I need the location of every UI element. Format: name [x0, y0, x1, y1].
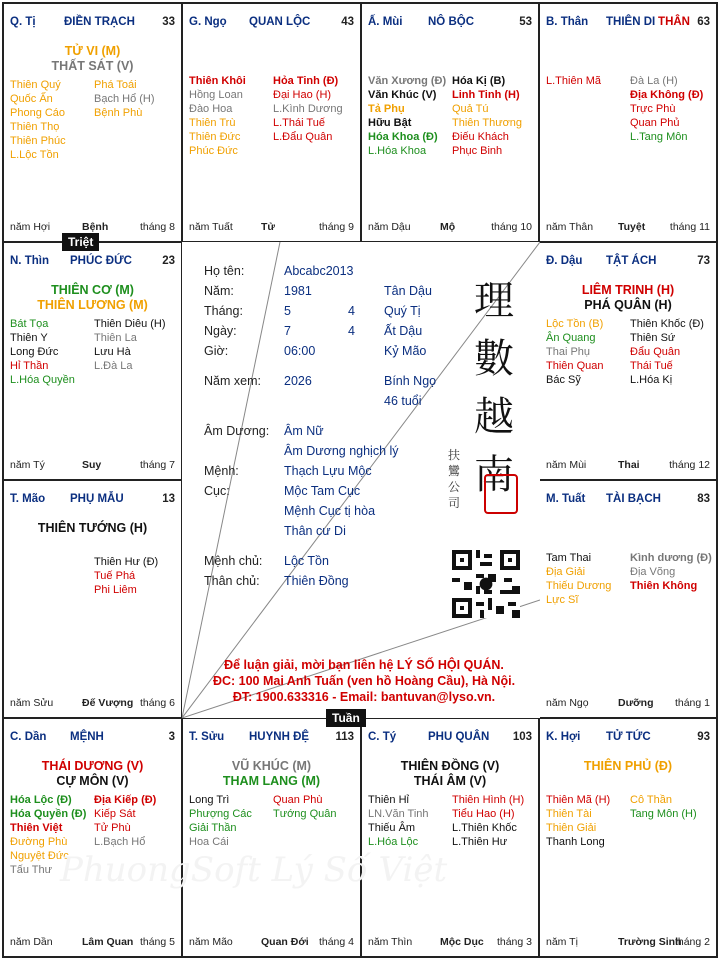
minor-star: Tử Phù — [94, 822, 131, 834]
palace-header — [368, 731, 532, 745]
palace-position: M. Tuất — [546, 493, 586, 505]
main-stars — [4, 283, 181, 313]
minor-star: Hóa Lộc (Đ) — [10, 794, 72, 806]
footer-year: năm Sửu — [10, 697, 54, 709]
nam-xem-value: 2026 — [284, 374, 312, 388]
palace-header — [546, 16, 710, 30]
palace-name: PHÚC ĐỨC — [70, 255, 132, 267]
palace-footer — [10, 696, 175, 709]
main-star: THIÊN ĐỒNG (V) — [400, 759, 500, 773]
nam-can-chi: Tân Dậu — [384, 284, 432, 298]
palace-position: T. Mão — [10, 493, 46, 505]
main-stars — [540, 759, 716, 774]
menh-chu-label: Mệnh chủ: — [204, 554, 263, 568]
minor-star: Thiên Sứ — [630, 332, 676, 344]
minor-star: Lưu Hà — [94, 346, 131, 358]
minor-star: LN.Văn Tinh — [368, 808, 429, 820]
palace-cell — [2, 479, 183, 719]
palace-name: NÔ BỘC — [428, 16, 474, 28]
palace-header — [10, 16, 175, 30]
minor-star: L.Hóa Lộc — [368, 836, 419, 848]
minor-star: Hồng Loan — [189, 89, 243, 101]
minor-star: Kiếp Sát — [94, 808, 136, 820]
palace-header — [546, 255, 710, 269]
minor-star: Kình dương (Đ) — [630, 552, 712, 564]
main-star: CỰ MÔN (V) — [56, 774, 129, 788]
than-cu-value: Thân cư Di — [284, 524, 346, 538]
minor-star: Trực Phù — [630, 103, 676, 115]
palace-name: ĐIỀN TRẠCH — [64, 16, 135, 28]
minor-star: L.Kình Dương — [273, 103, 343, 115]
minor-star: Địa Giải — [546, 566, 586, 578]
minor-star: Phi Liêm — [94, 584, 137, 596]
palace-name: TỬ TỨC — [606, 731, 651, 743]
palace-cell — [538, 241, 718, 481]
minor-star: Ân Quang — [546, 332, 596, 344]
minor-star: Thiên Quan — [546, 360, 604, 372]
palace-position: K. Hợi — [546, 731, 581, 743]
palace-footer — [546, 696, 710, 709]
minor-star: Nguyệt Đức — [10, 850, 69, 862]
minor-star: Đà La (H) — [630, 75, 678, 87]
contact-line-2: ĐC: 100 Mai Anh Tuấn (ven hồ Hoàng Cầu), Hà Nội. — [212, 674, 516, 688]
footer-stage: Tuyệt — [618, 221, 646, 233]
footer-year: năm Mùi — [546, 459, 587, 471]
ngay-can-chi: Ất Dậu — [384, 324, 423, 338]
minor-stars-right — [273, 74, 343, 144]
palace-position: C. Dần — [10, 731, 47, 743]
palace-cell — [538, 2, 718, 243]
minor-star: L.Hóa Kị — [630, 374, 673, 386]
minor-star: Tuế Phá — [94, 570, 136, 582]
minor-stars-left — [10, 78, 66, 162]
minor-stars-right — [630, 74, 703, 144]
nam-xem-label: Năm xem: — [204, 374, 261, 388]
footer-stage: Đế Vượng — [82, 697, 134, 709]
calligraphy-text — [464, 272, 524, 504]
minor-star: L.Bạch Hổ — [94, 836, 146, 848]
minor-stars-left — [546, 793, 610, 849]
than-chu-label: Thân chủ: — [204, 574, 260, 588]
minor-stars-left — [546, 551, 611, 607]
minor-star: Đẩu Quân — [630, 346, 681, 358]
footer-year: năm Tị — [546, 936, 578, 948]
palace-footer — [189, 935, 354, 948]
minor-stars-right — [630, 793, 697, 821]
minor-star: Thiếu Âm — [368, 822, 416, 834]
minor-star: Hóa Quyền (Đ) — [10, 808, 87, 820]
palace-footer — [10, 220, 175, 233]
minor-star: Văn Xương (Đ) — [368, 75, 447, 87]
palace-number: 53 — [519, 16, 532, 28]
minor-star: Quả Tú — [452, 103, 489, 115]
minor-stars-right — [630, 317, 704, 387]
footer-month: tháng 4 — [318, 936, 354, 948]
palace-name: TẬT ÁCH — [606, 255, 657, 267]
minor-star: Thiên Thương — [452, 117, 523, 129]
minor-star: Hỏa Tinh (Đ) — [273, 75, 339, 87]
palace-position: G. Ngọ — [189, 16, 227, 28]
footer-month: tháng 12 — [669, 459, 710, 471]
minor-star: Điếu Khách — [452, 131, 509, 143]
calligraphy-char: 理 — [474, 278, 514, 324]
palace-name: PHỤ MẪU — [70, 493, 124, 505]
minor-star: Thai Phụ — [546, 346, 591, 358]
minor-star: Thiên La — [94, 332, 137, 344]
calligraphy-char: 南 — [474, 452, 514, 498]
main-star: THAM LANG (M) — [222, 774, 321, 788]
minor-star: Đào Hoa — [189, 103, 233, 115]
gio-can-chi: Kỷ Mão — [384, 344, 427, 358]
main-stars — [540, 283, 716, 313]
minor-stars-left — [546, 74, 601, 88]
palace-footer — [546, 220, 710, 233]
minor-star: L.Hóa Quyền — [10, 374, 75, 386]
main-star: THIÊN PHỦ (Đ) — [583, 759, 673, 773]
minor-star: Hoa Cái — [189, 836, 229, 848]
watermark: PhuongSoft Lý Số Việt — [60, 850, 448, 890]
minor-stars-right — [94, 555, 158, 597]
minor-star: Tang Môn (H) — [630, 808, 697, 820]
thang-am-value: 4 — [348, 304, 355, 318]
main-star: THIÊN TƯỚNG (H) — [37, 521, 148, 535]
thang-value: 5 — [284, 304, 291, 318]
minor-star: Thiên Đức — [189, 131, 241, 143]
palace-number: 33 — [162, 16, 175, 28]
minor-star: Địa Võng — [630, 566, 676, 578]
minor-star: Bệnh Phù — [94, 107, 143, 119]
minor-star: Thiên Khốc (Đ) — [630, 318, 704, 330]
minor-stars-left — [546, 317, 603, 387]
minor-star: Thiên Không — [630, 580, 698, 592]
minor-star: Lộc Tồn (B) — [546, 318, 604, 330]
minor-stars-right — [94, 317, 166, 373]
palace-cell — [181, 717, 362, 958]
minor-star: Long Đức — [10, 346, 59, 358]
footer-year: năm Thân — [546, 221, 594, 233]
minor-star: L.Lộc Tồn — [10, 149, 59, 161]
palace-position: Đ. Dậu — [546, 255, 583, 267]
palace-header — [546, 731, 710, 745]
footer-stage: Mộ — [440, 221, 456, 233]
footer-month: tháng 8 — [139, 221, 175, 233]
main-star: THÁI ÂM (V) — [413, 774, 487, 788]
minor-star: Phục Binh — [452, 145, 503, 157]
palace-cell — [360, 2, 540, 243]
main-stars — [4, 44, 181, 74]
minor-star: Giải Thần — [189, 822, 237, 834]
main-stars — [183, 759, 360, 789]
palace-footer — [368, 220, 532, 233]
ngay-value: 7 — [284, 324, 291, 338]
minor-star: Hỉ Thần — [10, 360, 49, 372]
cuc-label: Cục: — [204, 484, 230, 498]
palace-name: QUAN LỘC — [249, 16, 311, 28]
thang-label: Tháng: — [204, 304, 243, 318]
main-star: LIÊM TRINH (H) — [581, 283, 675, 297]
minor-star: Tướng Quân — [273, 808, 337, 820]
minor-stars-right — [452, 74, 522, 158]
thang-can-chi: Quý Tị — [384, 304, 421, 318]
nam-label: Năm: — [204, 284, 234, 298]
qr-code-icon — [452, 550, 520, 618]
main-star: THIÊN CƠ (M) — [51, 283, 134, 297]
palace-cell — [538, 717, 718, 958]
minor-star: Quốc Ấn — [10, 93, 53, 105]
minor-stars-right — [94, 793, 156, 849]
minor-star: Cô Thần — [630, 794, 672, 806]
minor-star: Văn Khúc (V) — [368, 89, 437, 101]
minor-star: Bạch Hổ (H) — [94, 93, 155, 105]
footer-month: tháng 9 — [318, 221, 354, 233]
minor-stars-right — [273, 793, 337, 821]
footer-stage: Lâm Quan — [82, 936, 134, 948]
palace-number: 23 — [162, 255, 175, 267]
minor-star: Đại Hao (H) — [273, 89, 332, 101]
minor-star: Quan Phù — [273, 794, 323, 806]
seal-text: 扶鸞公司 — [448, 448, 461, 510]
footer-stage: Tử — [261, 221, 276, 233]
gio-label: Giờ: — [204, 344, 229, 358]
contact-line-1: Để luận giải, mời bạn liên hệ LÝ SỐ HỘI QUÁN. — [224, 658, 504, 672]
palace-header — [189, 16, 354, 30]
footer-stage: Dưỡng — [618, 697, 654, 709]
footer-year: năm Dậu — [368, 221, 411, 233]
footer-year: năm Ngọ — [546, 697, 589, 709]
center-info-panel — [182, 242, 540, 718]
palace-header — [10, 493, 175, 507]
minor-star: Thiên Hư (Đ) — [94, 556, 159, 568]
footer-year: năm Tuất — [189, 221, 233, 233]
footer-month: tháng 2 — [674, 936, 710, 948]
footer-month: tháng 5 — [139, 936, 175, 948]
palace-name: HUYNH ĐỆ — [249, 731, 310, 743]
palace-header — [10, 731, 175, 745]
minor-star: L.Thiên Khốc — [452, 822, 517, 834]
minor-star: L.Thiên Mã — [546, 75, 602, 87]
footer-stage: Thai — [618, 459, 640, 471]
main-star: TỬ VI (M) — [64, 44, 121, 58]
palace-footer — [368, 935, 532, 948]
than-marker: THÂN — [658, 16, 690, 28]
minor-star: Thiên Quý — [10, 79, 61, 91]
footer-year: năm Dần — [10, 936, 53, 948]
minor-star: Thiên Y — [10, 332, 48, 344]
minor-star: Hóa Khoa (Đ) — [368, 131, 438, 143]
palace-number: 13 — [162, 493, 175, 505]
palace-number: 103 — [512, 731, 532, 743]
footer-stage: Suy — [82, 459, 102, 471]
contact-line-3: ĐT: 1900.633316 - Email: bantuvan@lyso.vn. — [232, 690, 496, 704]
nam-xem-can-chi: Bính Ngọ — [384, 374, 437, 388]
palace-name: MỆNH — [70, 731, 104, 743]
gio-value: 06:00 — [284, 344, 316, 358]
minor-star: Thanh Long — [546, 836, 605, 848]
am-duong-detail: Âm Dương nghịch lý — [284, 444, 399, 458]
main-stars — [4, 521, 181, 536]
palace-name: PHU QUÂN — [428, 731, 490, 743]
palace-cell — [2, 241, 183, 481]
palace-header — [10, 255, 175, 269]
palace-footer — [546, 458, 710, 471]
minor-star: Phượng Các — [189, 808, 252, 820]
palace-cell — [181, 2, 362, 243]
palace-number: 43 — [341, 16, 354, 28]
minor-star: Quan Phủ — [630, 117, 680, 129]
main-star: VŨ KHÚC (M) — [231, 759, 312, 773]
footer-stage: Mộc Dục — [440, 936, 484, 948]
minor-star: Tiểu Hao (H) — [452, 808, 515, 820]
footer-year: năm Thìn — [368, 936, 413, 948]
footer-month: tháng 6 — [139, 697, 175, 709]
minor-star: Bát Tọa — [10, 318, 49, 330]
palace-number: 3 — [168, 731, 175, 743]
footer-month: tháng 3 — [496, 936, 532, 948]
palace-position: N. Thìn — [10, 255, 49, 267]
minor-star: Địa Không (Đ) — [630, 89, 704, 101]
minor-star: Long Trì — [189, 794, 230, 806]
tuan-tag: Tuần — [326, 709, 366, 727]
than-chu-value: Thiên Đồng — [284, 574, 349, 588]
minor-star: Thiếu Dương — [546, 580, 612, 592]
footer-month: tháng 10 — [491, 221, 532, 233]
palace-number: 113 — [335, 731, 354, 743]
footer-year: năm Hợi — [10, 221, 51, 233]
minor-star: L.Đẩu Quân — [273, 131, 333, 143]
footer-month: tháng 1 — [674, 697, 710, 709]
minor-star: Thiên Tài — [546, 808, 592, 820]
ho-ten-value: Abcabc2013 — [284, 264, 354, 278]
main-star: THẤT SÁT (V) — [51, 59, 134, 73]
minor-star: Lực Sĩ — [546, 594, 579, 606]
minor-star: Phá Toái — [94, 79, 137, 91]
palace-footer — [546, 935, 710, 948]
minor-stars-left — [368, 793, 429, 849]
footer-year: năm Mão — [189, 936, 233, 948]
minor-star: Tam Thai — [546, 552, 592, 564]
minor-stars-right — [452, 793, 524, 849]
minor-stars-left — [189, 793, 252, 849]
palace-footer — [10, 458, 175, 471]
footer-month: tháng 7 — [139, 459, 175, 471]
calligraphy-char: 數 — [474, 336, 514, 382]
palace-number: 83 — [697, 493, 710, 505]
minor-star: Thiên Mã (H) — [546, 794, 611, 806]
palace-name: TÀI BẠCH — [606, 493, 661, 505]
footer-month: tháng 11 — [669, 221, 710, 233]
minor-star: Thiên Giải — [546, 822, 597, 834]
nam-value: 1981 — [284, 284, 312, 298]
footer-stage: Trường Sinh — [618, 936, 682, 948]
minor-stars-left — [189, 74, 246, 158]
palace-position: Ấ. Mùi — [368, 16, 403, 28]
red-seal — [484, 474, 518, 514]
minor-stars-left — [368, 74, 446, 158]
palace-position: T. Sửu — [189, 731, 225, 743]
minor-star: Linh Tinh (H) — [452, 89, 520, 101]
palace-position: B. Thân — [546, 16, 589, 28]
minor-star: Phong Cáo — [10, 107, 66, 119]
minor-star: Thiên Việt — [10, 822, 63, 834]
cuc-value: Mộc Tam Cục — [284, 484, 361, 498]
main-star: THIÊN LƯƠNG (M) — [37, 298, 148, 312]
footer-year: năm Tý — [10, 459, 45, 471]
main-star: PHÁ QUÂN (H) — [584, 298, 672, 312]
minor-star: Đường Phù — [10, 836, 68, 848]
minor-star: Thiên Trù — [189, 117, 236, 129]
palace-cell — [2, 2, 183, 243]
am-duong-label: Âm Dương: — [204, 424, 270, 438]
minor-star: Tả Phụ — [368, 103, 405, 115]
minor-star: L.Tang Môn — [630, 131, 688, 143]
minor-star: Phúc Đức — [189, 145, 238, 157]
am-duong-value: Âm Nữ — [284, 424, 324, 438]
minor-star: L.Đà La — [94, 360, 133, 372]
palace-cell — [360, 717, 540, 958]
minor-star: Hóa Kị (B) — [452, 75, 506, 87]
triet-tag: Triệt — [62, 233, 99, 251]
palace-cell — [538, 479, 718, 719]
ngay-am-value: 4 — [348, 324, 355, 338]
palace-header — [368, 16, 532, 30]
palace-footer — [10, 935, 175, 948]
palace-header — [546, 493, 710, 507]
calligraphy-char: 越 — [474, 394, 514, 440]
minor-stars-right — [630, 551, 712, 593]
minor-star: Hữu Bật — [368, 117, 412, 129]
palace-cell — [2, 717, 183, 958]
minor-star: Tấu Thư — [10, 864, 53, 876]
palace-position: Q. Tị — [10, 16, 36, 28]
minor-star: Thiên Hỉ — [368, 794, 409, 806]
main-stars — [4, 759, 181, 789]
palace-footer — [189, 220, 354, 233]
ngay-label: Ngày: — [204, 324, 237, 338]
minor-star: Thiên Hình (H) — [452, 794, 525, 806]
palace-number: 63 — [697, 16, 710, 28]
cuc-detail: Mệnh Cục tị hòa — [284, 504, 376, 518]
minor-stars-left — [10, 317, 75, 387]
minor-star: Thiên Khôi — [189, 75, 246, 87]
footer-stage: Quan Đới — [261, 936, 309, 948]
palace-header — [189, 731, 354, 745]
minor-star: L.Hóa Khoa — [368, 145, 427, 157]
ho-ten-label: Họ tên: — [204, 264, 245, 278]
minor-star: L.Thiên Hư — [452, 836, 508, 848]
palace-number: 73 — [697, 255, 710, 267]
minor-star: Bác Sỹ — [546, 374, 581, 386]
palace-name: THIÊN DI — [606, 16, 656, 28]
minor-star: Thiên Diêu (H) — [94, 318, 166, 330]
minor-star: Địa Kiếp (Đ) — [94, 794, 157, 806]
footer-stage: Bệnh — [82, 221, 109, 233]
palace-position: C. Tý — [368, 731, 397, 743]
menh-chu-value: Lộc Tồn — [284, 554, 329, 568]
minor-star: Thiên Thọ — [10, 121, 60, 133]
tuoi-value: 46 tuổi — [384, 394, 422, 408]
palace-number: 93 — [697, 731, 710, 743]
main-stars — [362, 759, 538, 789]
minor-star: L.Thái Tuế — [273, 117, 325, 129]
minor-star: Thiên Phúc — [10, 135, 66, 147]
menh-label: Mệnh: — [204, 464, 239, 478]
menh-value: Thạch Lựu Mộc — [284, 464, 372, 478]
main-star: THÁI DƯƠNG (V) — [41, 759, 144, 773]
minor-stars-right — [94, 78, 155, 120]
minor-star: Thái Tuế — [630, 360, 673, 372]
